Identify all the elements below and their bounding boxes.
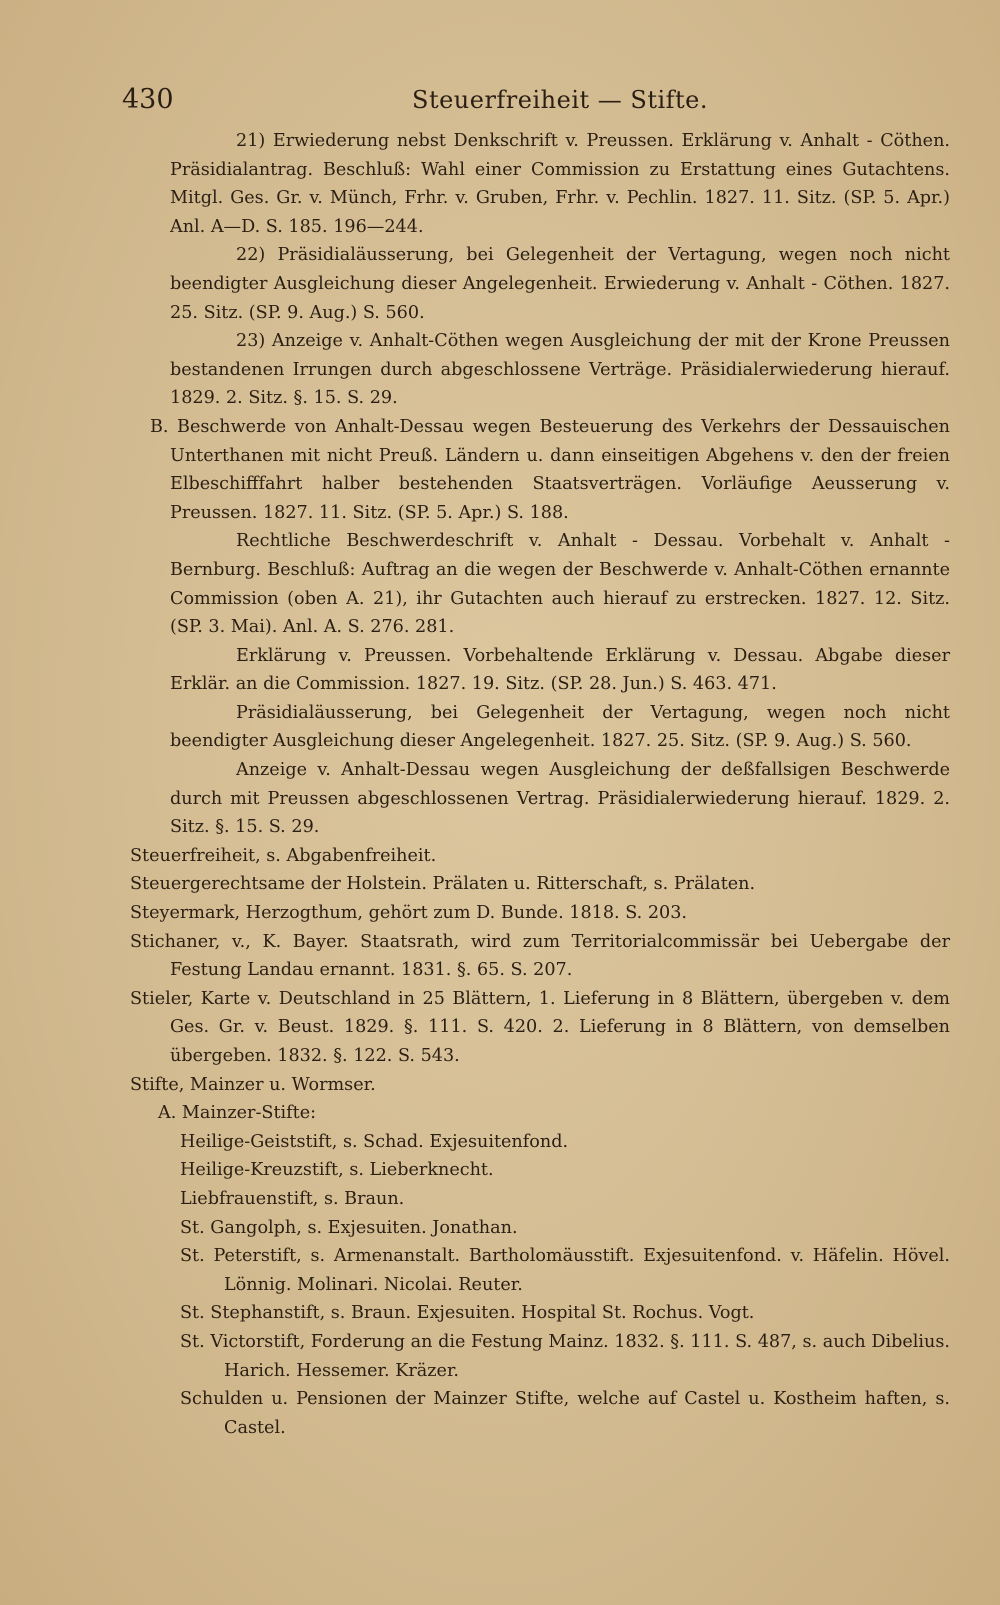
page-body <box>130 127 950 1442</box>
index-entry: Steyermark, Herzogthum, gehört zum D. Bunde. 1818. S. 203. <box>130 903 688 924</box>
index-subentry: Liebfrauenstift, s. Braun. <box>180 1188 405 1209</box>
index-subentry: Heilige-Geiststift, s. Schad. Exjesuitenfond. <box>180 1131 569 1152</box>
running-head: Steuerfreiheit — Stifte. <box>412 86 709 114</box>
index-subentry: Schulden u. Pensionen der Mainzer Stifte, welche auf Castel u. Kostheim haften, s. Castel. <box>180 1389 950 1438</box>
index-entry: Steuergerechtsame der Holstein. Prälaten u. Ritterschaft, s. Prälaten. <box>130 874 756 895</box>
index-subentry: St. Stephanstift, s. Braun. Exjesuiten. Hospital St. Rochus. Vogt. <box>180 1303 755 1324</box>
index-entry: Stieler, Karte v. Deutschland in 25 Blättern, 1. Lieferung in 8 Blättern, übergeben v. dem Ges. Gr. v. Beust. 1829. §. 111. S. 420. 2. Lieferung in 8 Blättern, von demselben übergeben. 1832. §. 122. S. 543. <box>130 988 950 1066</box>
index-entry: Stichaner, v., K. Bayer. Staatsrath, wird zum Territorialcommissär bei Uebergabe der Festung Landau ernannt. 1831. §. 65. S. 207. <box>130 931 950 981</box>
paragraph: 22) Präsidialäusserung, bei Gelegenheit der Vertagung, wegen noch nicht beendigter Ausgleichung dieser Angelegenheit. Erwiederung v. Anhalt - Cöthen. 1827. 25. Sitz. (SP. 9. Aug.) S. 560. <box>170 245 950 323</box>
index-subentry: St. Victorstift, Forderung an die Festung Mainz. 1832. §. 111. S. 487, s. auch Dibelius. Harich. Hessemer. Kräzer. <box>180 1331 950 1381</box>
paragraph: 21) Erwiederung nebst Denkschrift v. Preussen. Erklärung v. Anhalt - Cöthen. Präsidialantrag. Beschluß: Wahl einer Commission zu Erstattung eines Gutachtens. Mitgl. Ges. Gr. v. Münch, Frhr. v. Gruben, Frhr. v. Pechlin. 1827. 11. Sitz. (SP. 5. Apr.) Anl. A—D. S. 185. 196—244. <box>170 131 950 237</box>
index-subentry: Heilige-Kreuzstift, s. Lieberknecht. <box>180 1160 494 1181</box>
paragraph: Präsidialäusserung, bei Gelegenheit der Vertagung, wegen noch nicht beendigter Ausgleichung dieser Angelegenheit. 1827. 25. Sitz. (SP. 9. Aug.) S. 560. <box>170 702 950 752</box>
paragraph: Anzeige v. Anhalt-Dessau wegen Ausgleichung der deßfallsigen Beschwerde durch mit Preussen abgeschlossenen Vertrag. Präsidialerwiederung hierauf. 1829. 2. Sitz. §. 15. S. 29. <box>170 760 950 838</box>
subsection-heading: A. Mainzer-Stifte: <box>158 1103 317 1124</box>
index-subentry: St. Gangolph, s. Exjesuiten. Jonathan. <box>180 1217 518 1238</box>
index-entry: Stifte, Mainzer u. Wormser. <box>130 1074 376 1095</box>
paragraph: Erklärung v. Preussen. Vorbehaltende Erklärung v. Dessau. Abgabe dieser Erklär. an die Commission. 1827. 19. Sitz. (SP. 28. Jun.) S. 463. 471. <box>170 645 950 695</box>
page-number: 430 <box>122 84 174 115</box>
paragraph: B. Beschwerde von Anhalt-Dessau wegen Besteuerung des Verkehrs der Dessauischen Unterthanen mit nicht Preuß. Ländern u. dann einseitigen Abgehens v. den der freien Elbeschifffahrt halber bestehenden Staatsverträgen. Vorläufige Aeusserung v. Preussen. 1827. 11. Sitz. (SP. 5. Apr.) S. 188. <box>150 416 950 523</box>
paragraph: Rechtliche Beschwerdeschrift v. Anhalt - Dessau. Vorbehalt v. Anhalt - Bernburg. Beschluß: Auftrag an die wegen der Beschwerde v. Anhalt-Cöthen ernannte Commission (oben A. 21), ihr Gutachten auch hierauf zu erstrecken. 1827. 12. Sitz. (SP. 3. Mai). Anl. A. S. 276. 281. <box>170 531 950 638</box>
paragraph: 23) Anzeige v. Anhalt-Cöthen wegen Ausgleichung der mit der Krone Preussen bestandenen Irrungen durch abgeschlossene Verträge. Präsidialerwiederung hierauf. 1829. 2. Sitz. §. 15. S. 29. <box>170 331 950 409</box>
index-subentry: St. Peterstift, s. Armenanstalt. Bartholomäusstift. Exjesuitenfond. v. Häfelin. Hövel. Lönnig. Molinari. Nicolai. Reuter. <box>180 1246 950 1295</box>
index-entry: Steuerfreiheit, s. Abgabenfreiheit. <box>130 845 437 866</box>
page-header <box>122 82 960 122</box>
